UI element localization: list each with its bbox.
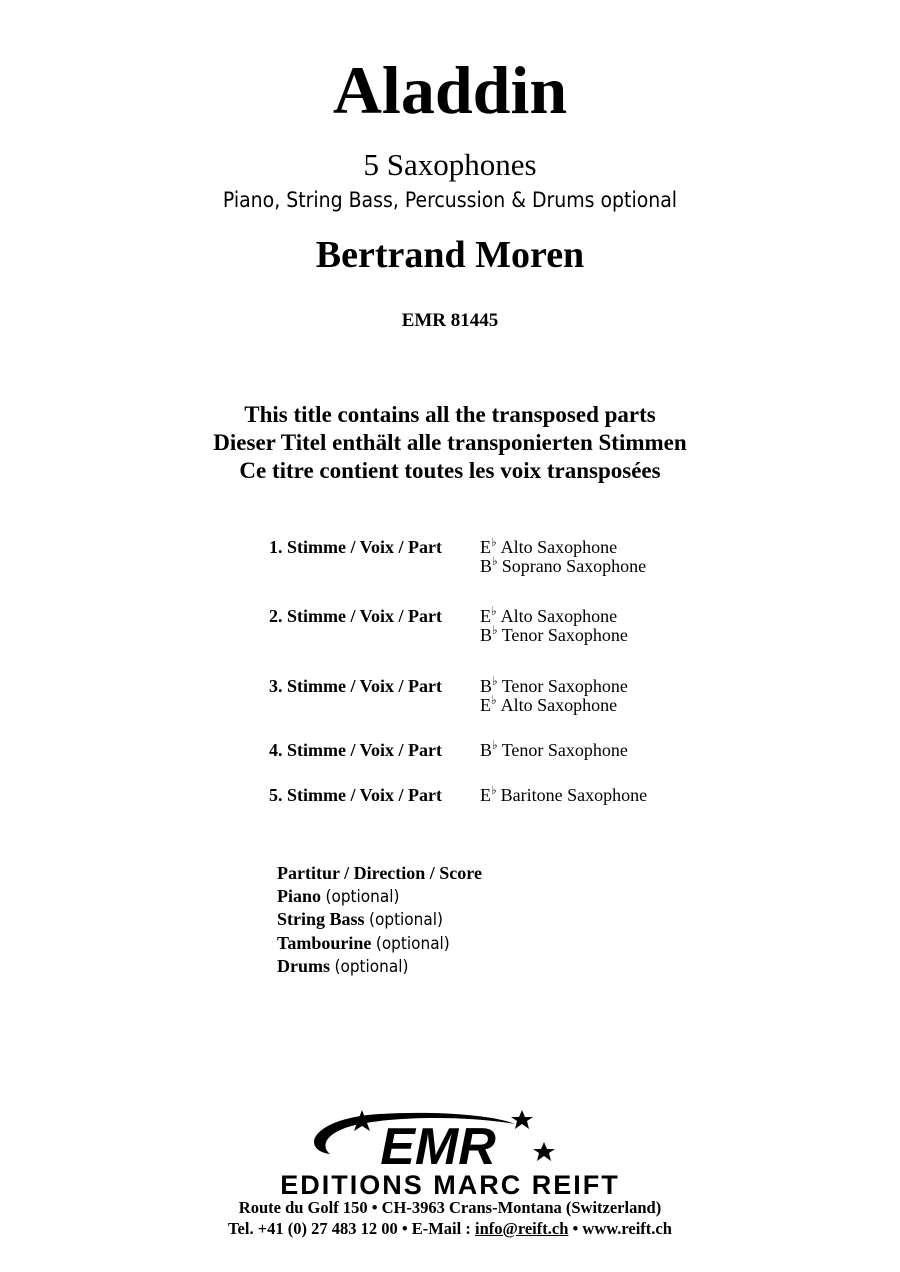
instrument-line [480,623,628,645]
instrument-line [480,693,628,715]
extra-name: String Bass [277,909,365,930]
contact-suffix: • www.reift.ch [568,1219,672,1238]
instrument-name: Soprano Saxophone [501,556,647,576]
key-letter: E [480,695,491,715]
email-link[interactable]: info@reift.ch [474,1219,569,1238]
star-icon [511,1110,533,1129]
flat-symbol: ♭ [492,674,498,688]
part-label: 4. Stimme / Voix / Part [269,740,442,760]
instrument-line [480,535,646,557]
key-letter: E [480,785,491,805]
instrument-name: Alto Saxophone [500,606,618,626]
key-letter: B [480,740,493,760]
catalog-number: EMR 81445 [401,310,499,331]
extra-item [277,885,482,909]
notice-german: Dieser Titel enthält alle transponierten Stimmen [213,430,687,455]
page-title: Aladdin [332,52,568,128]
extra-name: Tambourine [277,932,372,953]
key-letter: B [480,625,493,645]
publisher-name: EDITIONS MARC REIFT [280,1170,620,1200]
publisher-contact [0,1219,900,1239]
instrument-name: Alto Saxophone [500,695,618,715]
instrument-name: Baritone Saxophone [500,785,648,805]
flat-symbol: ♭ [491,783,497,797]
flat-symbol: ♭ [492,554,498,568]
extra-name: Piano [277,885,322,906]
part-label: 5. Stimme / Voix / Part [269,785,442,805]
instrument-name: Tenor Saxophone [501,625,628,645]
flat-symbol: ♭ [492,623,498,637]
instrumentation: 5 Saxophones [363,147,537,182]
part-label: 2. Stimme / Voix / Part [269,606,442,626]
flat-symbol: ♭ [492,738,498,752]
part-instruments [480,783,648,805]
extra-note: (optional) [334,957,409,978]
extra-item [277,955,482,979]
key-letter: B [480,676,493,696]
logo-text: EMR [380,1118,496,1176]
optional-instruments: Piano, String Bass, Percussion & Drums optional [222,188,678,212]
extra-note: (optional) [369,910,443,931]
part-label: 1. Stimme / Voix / Part [269,537,442,557]
extra-note: (optional) [375,933,450,954]
publisher-address: Route du Golf 150 • CH-3963 Crans-Montana (Switzerland) [238,1198,662,1217]
composer: Bertrand Moren [315,234,585,276]
extra-note: (optional) [325,886,400,907]
instrument-line [480,674,628,696]
extra-name: Drums [277,956,330,977]
emr-logo [300,1106,570,1176]
emr-logo-graphic [300,1106,570,1176]
flat-symbol: ♭ [491,535,497,549]
score-line: Partitur / Direction / Score [277,863,482,883]
key-letter: B [480,556,493,576]
key-letter: E [480,537,491,557]
instrument-name: Alto Saxophone [500,537,618,557]
extras-list [277,862,482,979]
instrument-line [480,604,628,626]
part-instruments [480,604,628,645]
flat-symbol: ♭ [491,604,497,618]
part-instruments [480,535,647,576]
flat-symbol: ♭ [491,693,497,707]
star-icon [533,1142,555,1161]
part-instruments [480,738,628,760]
instrument-line [480,783,648,805]
extra-item [277,932,482,956]
instrument-line [480,738,628,760]
part-label: 3. Stimme / Voix / Part [269,676,442,696]
key-letter: E [480,606,491,626]
star-icon [350,1110,374,1131]
instrument-line [480,554,647,576]
instrument-name: Tenor Saxophone [501,740,628,760]
contact-prefix: Tel. +41 (0) 27 483 12 00 • E-Mail : [228,1219,475,1238]
part-instruments [480,674,628,715]
instrument-name: Tenor Saxophone [501,676,628,696]
extra-item [277,908,482,932]
notice-english: This title contains all the transposed parts [244,402,656,427]
notice-french: Ce titre contient toutes les voix transposées [239,458,661,483]
